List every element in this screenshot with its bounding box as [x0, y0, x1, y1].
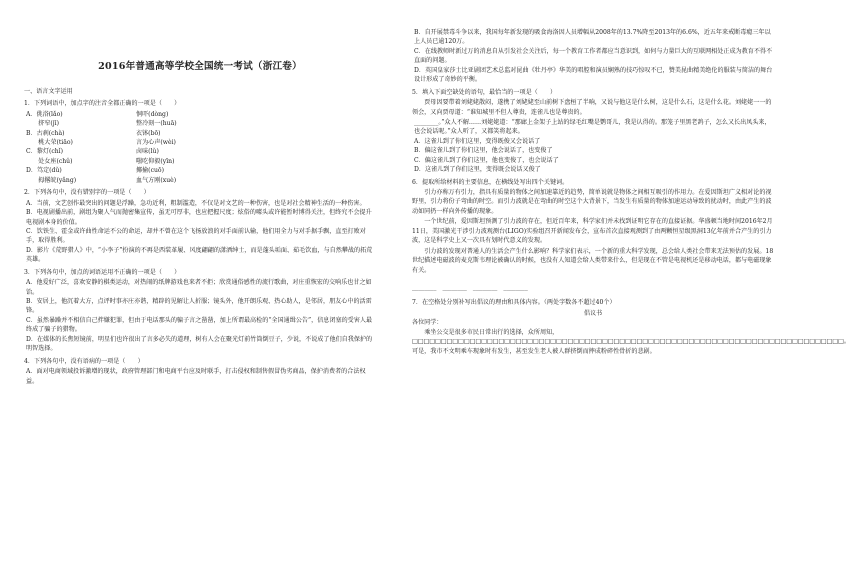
option-b: B．电视剧播出前，剧组为聚人气而抛密集宣传，虽无可厚非，也应把握尺度；炫俗的噱头或许能暂时博得关注，但终究不会提升电视剧本身的价值。	[26, 209, 372, 226]
option-cell: 整冷刻一(huā)	[136, 120, 177, 128]
option-row	[24, 147, 376, 156]
option-cell: 血气方刚(xuè)	[136, 176, 177, 184]
option-cell: 衣钵(bō)	[136, 129, 161, 137]
option-row	[24, 138, 376, 147]
proposal-heading: 倡议书	[583, 309, 603, 317]
option-cell: 揶揄(cuō)	[136, 167, 164, 175]
question-stem: 5．填入下面空缺处的语句，最恰当的一项是（ ）	[412, 88, 557, 96]
option-b: B．安居上，他沉着大方，点评时事亦庄亦谐，精辟的见解让人折服；镜头外，他开朗乐观、热心助人，是邻居，朋友心中的活雷锋。	[26, 298, 372, 315]
option-cell: B．古刹(chà)	[26, 129, 65, 137]
option-cell: 嗤吃仰毅(yīn)	[136, 157, 175, 165]
question-5	[412, 88, 774, 175]
option-row	[24, 166, 376, 175]
passage-paragraph: 贾母因要带着刘姥姥散闷，遂携了刘姥姥至山前树下盘桓了半晌，又说与他这是什么树，这是什么石，这是什么花。刘姥姥一一的领会，又向贾母道：“谁知城里不但人尊贵，连雀儿也是尊贵的。	[412, 99, 772, 116]
option-cell: A．佻浴(lǎo)	[26, 110, 63, 118]
proposal-body: 乘坐公交是很多市民日常出行的选择，众所周知，□□□□□□□□□□□□□□□□□□□□□□□□□□□□□□□□□□□□□□□□□□□□□□□□□□□□□□□□□□□□□□□□□□□□□□□□□□□。可是，我市不文明乘车现象时有发生，甚至发生老人被人群挤倒而摔成粉碎性骨折的悲剧。	[412, 328, 850, 355]
option-c: C．偏这雀儿到了你们这里，他也变俊了，也会说话了	[414, 156, 559, 164]
option-c: C．在线教师时新过万的消息自从引发社会关注后，每一个教育工作者都应当意识到，如何与力量巨大的互联网相处正成为教育不得不直面的问题。	[414, 47, 773, 65]
option-b: B．偏这雀儿到了你们这里，他会说话了，也变俊了	[414, 147, 553, 155]
salutation: 各位同学：	[412, 319, 443, 327]
option-d: D．影片《荒野猎人》中，“小李子”扮演的不再是西装革履、风度翩翩的潇洒绅士，而是蓬头垢面、茹毛饮血，与自然攀战的拓荒英雄。	[26, 246, 373, 264]
option-row	[24, 176, 376, 185]
question-stem: 7．在空格处分别补写出倡议的理由和具体内容。（两处字数各不超过40个）	[412, 299, 616, 307]
section-heading: 一、语言文字运用	[24, 87, 73, 95]
answer-blanks: ________ ________ ________ ________	[412, 283, 528, 291]
left-column	[24, 28, 376, 386]
question-3	[24, 268, 376, 354]
option-a: A．这雀儿到了你们这里，变得既俊又会说话了	[414, 137, 541, 145]
question-stem: 3．下列各句中，加点的词语运用不正确的一项是（ ）	[24, 268, 181, 276]
option-cell: C．黎灯(chǐ)	[26, 148, 63, 156]
question-1	[24, 99, 376, 185]
question-4	[24, 357, 376, 386]
passage-paragraph: 引力波的发现对普通人的生活会产生什么影响？科学家们表示，一个新的重大科学发现，总会给人类社会带来无法预估的发展。18世纪描述电磁波的麦克斯韦理论被确认的时候，也没有人知道会给人类带来什么，但是现在不管是电视机还是移动电话，都与电磁现象有关。	[412, 247, 774, 274]
passage-paragraph: 引力亦称万有引力，指具有质量的物体之间加速靠近的趋势，简单说就是物体之间相互吸引的作用力。在爱因斯坦广义相对论的视野里，引力将份子弯曲的时空。而引力波就是在弯曲的时空这个大背景下，当发生有质量的物体加速运动导致的扰动时，由此产生的波动如同扔一样向外传播的现象。	[412, 189, 772, 215]
right-column	[412, 28, 850, 357]
option-cell: 处女座(chǔ)	[26, 157, 73, 165]
question-stem: 2．下列各句中，没有错别字的一项是（ ）	[24, 189, 150, 197]
question-stem: 6．提取所给材料的主要信息，在横线处写出四个关键词。	[412, 178, 569, 186]
option-cell: 言为心声(wèi)	[136, 139, 176, 147]
option-c: C．饮铁生、霍金或许曲性命运不公的命运，却并不曾在这个飞扬放浪的对手面前认输，他们用全力与对手据手飘，直至打败对手，取得胜利。	[26, 227, 366, 245]
option-b: B．自开展禁毒斗争以来，我国每年新发现的吸食海洛因人员增幅从2008年的13.7%降至2013年的6.6%，近五年来戒断毒瘾三年以上人员已逾120万。	[414, 29, 771, 46]
passage-paragraph: 一个世纪前，爱因斯坦预测了引力波的存在，但近百年来，科学家们并未找到证明它存在的直接证据。华盛顿当地时间2016年2月11日，美国激光干涉引力波观测台(LIGO)实验组召开新闻发布会，宣布首次直接观测到了由两颗恒星级黑洞13亿年前并合产生的引力波，这是科学史上又一次具有划时代意义的发现。	[412, 218, 773, 245]
option-cell: 恫吓(dòng)	[136, 110, 169, 118]
passage-paragraph: ________。”众人不解……刘姥姥道：“那廊上金架子上站的绿毛红嘴是鹦哥儿，我是认得的。那笼子里黑老鸹子，怎么又长出凤头来，也会说话呢。”众人听了，又都笑将起来。	[414, 118, 771, 136]
page-title: 2016年普通高等学校全国统一考试（浙江卷）	[98, 61, 302, 72]
question-7	[412, 298, 850, 356]
option-row	[24, 110, 376, 119]
option-a: A．他爱好广泛，喜欢安静的棋类运动，对热闹的纸牌游戏也来者不拒；欣赏通俗感性的流行歌曲，对庄重恢宏的交响乐也甘之如饴。	[26, 279, 372, 296]
option-d: D．英国皇家莎士比亚剧团艺术总监对昆曲《牡丹亭》华美的唱腔和演员娴熟的技巧惊叹不已，赞美昆曲精美绝伦的服装与简洁的舞台设计形成了奇妙的平衡。	[414, 66, 773, 84]
question-2	[24, 188, 376, 265]
option-cell: 卤味(lǔ)	[136, 148, 159, 156]
option-d: D．这雀儿到了你们这里，变得既会说话又俊了	[414, 166, 541, 174]
option-d: D．在媒体的长焦短镜前，明星们也许很出了言多必失的道理，树有人会在聚光灯前竹筒倒豆子，少说，不说成了他们自我保护的明智选择。	[26, 335, 373, 353]
option-a: A．当前，文艺创作最突出的问题是浮躁，急功近利，粗制滥造，不仅是对文艺的一种伤害，也是对社会精神生活的一种伤害。	[26, 199, 366, 207]
question-6	[412, 178, 774, 293]
option-cell: 挤窄(jī)	[26, 120, 59, 128]
option-row	[24, 157, 376, 166]
option-row	[24, 119, 376, 128]
option-row	[24, 129, 376, 138]
option-cell: 桃大荣(tiāo)	[26, 139, 73, 147]
option-c: C．虽然暴躁并不相信自己拌嫌犯罪，但由于电话那头的骗子言之凿凿，加上所谓最高检的“全国通缉公告”，信息闭塞的受害人最终成了骗子的猎物。	[26, 316, 373, 334]
option-cell: 拇撂皖(yǎng)	[26, 176, 77, 184]
question-stem: 4．下列各句中，没有语病的一项是（ ）	[24, 357, 144, 365]
option-a: A．面对电商领域投诉激增的现状，政府管理部门和电商平台应及时联手，打击侵权和制售假冒伪劣商品，保护消费者的合法权益。	[26, 368, 366, 385]
question-stem: 1．下列词语中，加点字的注音全都正确的一项是（ ）	[24, 100, 181, 108]
option-cell: D．笃定(dǔ)	[26, 167, 62, 175]
